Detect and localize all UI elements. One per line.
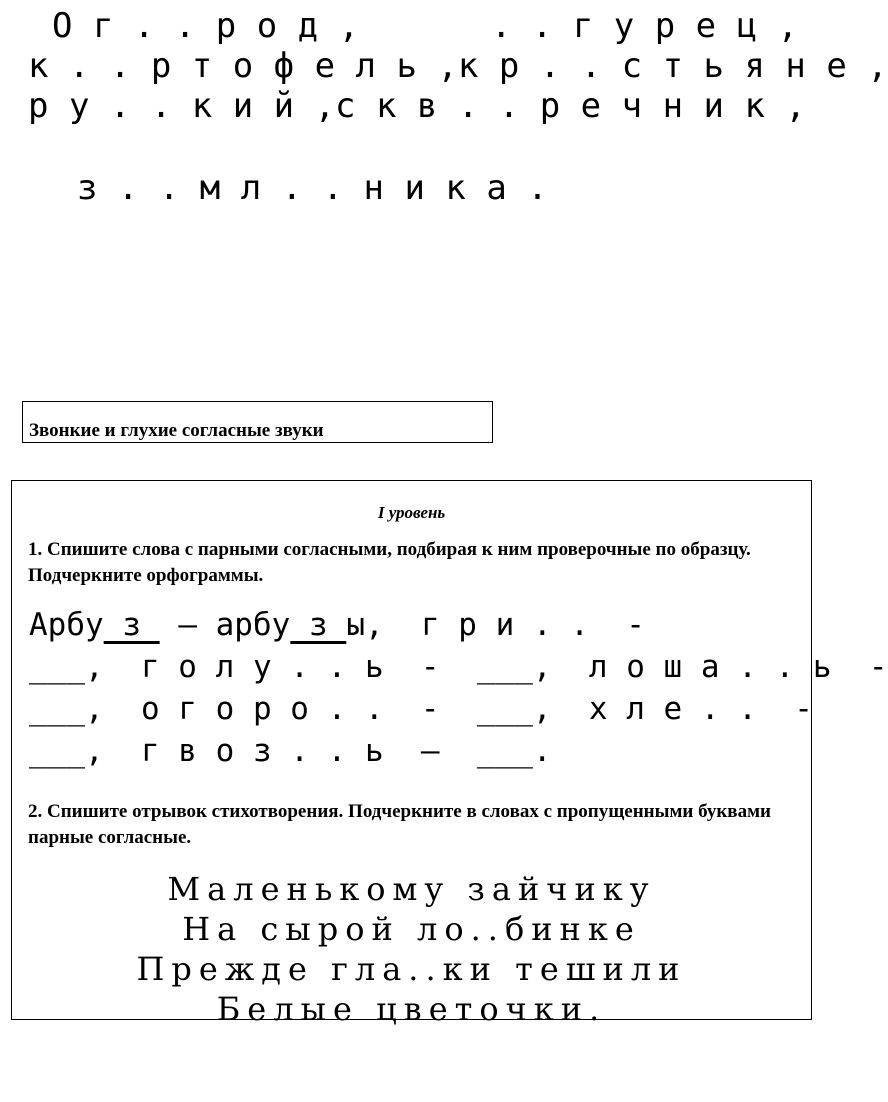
top-exercise-line-4 [36,128,806,208]
word-kartofel: к . . р т о ф е л ь , [28,46,458,86]
task-1-instruction: 1. Спишите слова с парными согласными, подбирая к ним проверочные по образцу. Подчеркните орфограммы. [28,539,751,586]
example-line-4 [29,731,793,771]
example-line-1 [29,605,793,645]
exercise-text: ___, г о л у . . ь - ___, л о ш а . . ь - [29,649,888,685]
example-dash-word: – арбу [159,607,291,643]
underlined-letter: з [103,607,160,643]
word-krestyane: к р . . с т ь я н е , [457,46,888,86]
example-word: Арбу [29,607,104,643]
task-2-instruction: 2. Спишите отрывок стихотворения. Подчеркните в словах с пропущенными буквами парные согласные. [28,801,771,848]
underlined-letter: з [290,607,347,643]
top-exercise-line-3 [28,86,806,126]
word-russkiy: р у . . к и й , [28,86,336,126]
task-box [11,480,888,1028]
example-line-3 [29,689,813,729]
level-heading: I уровень [377,503,446,522]
poem-line-1: Маленькому зайчику [167,870,656,908]
word-ogorod: О г . . р о д , [52,6,360,46]
poem-line-3: Прежде гла..ки тешили [136,950,687,988]
exercise-text: ___, г в о з . . ь – ___. [29,733,552,769]
word-skvorechnik: с к в . . р е ч н и к , [335,86,806,126]
example-line-2 [29,647,888,687]
poem-line-4: Белые цветочки. [216,990,607,1028]
word-zemlyanika: з . . м л . . н и к а . [76,168,548,208]
poem-line-2: На сырой ло..бинке [182,910,641,948]
exercise-text: ___, о г о р о . . - ___, х л е . . - [29,691,813,727]
example-rest: ы, г р и . . - [346,607,645,643]
top-exercise-line-1 [28,6,798,46]
topic-title: Звонкие и глухие согласные звуки [29,420,324,441]
top-exercise-line-2 [28,46,888,86]
topic-box [22,401,493,443]
word-ogurec: . . г у р е ц , [490,6,798,46]
